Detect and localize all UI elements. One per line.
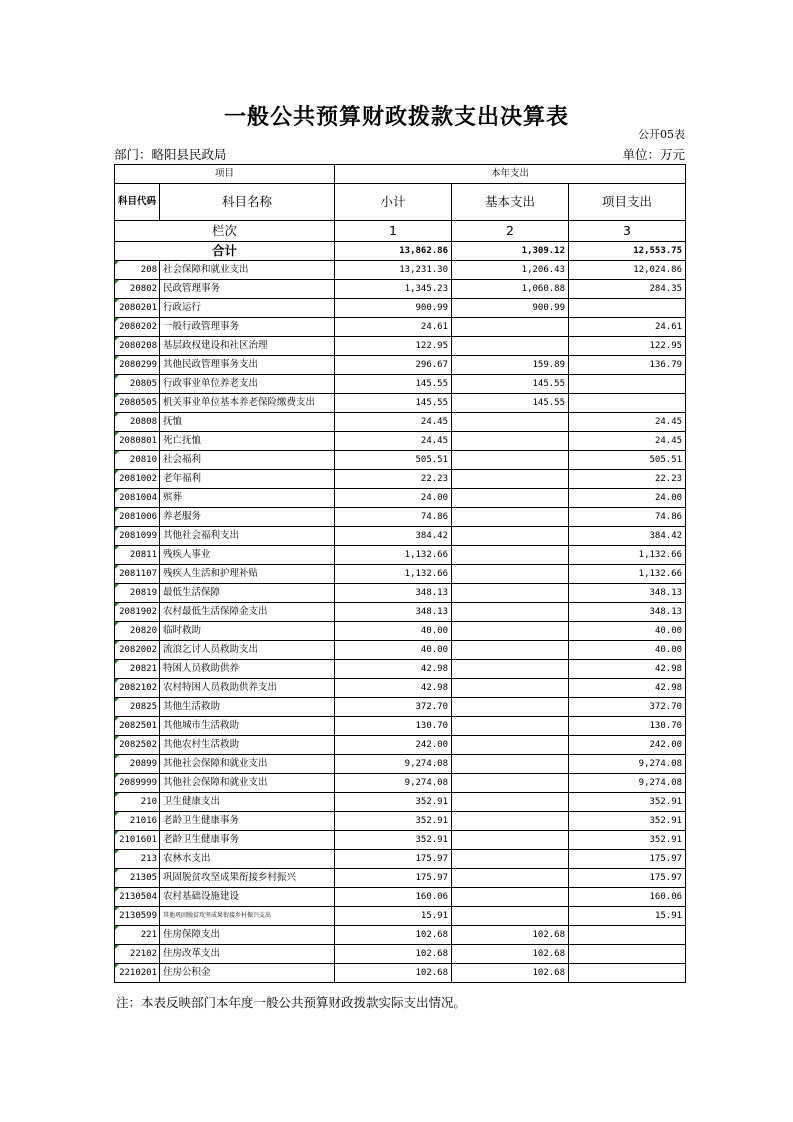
row-name: 其他农村生活救助 <box>160 736 335 755</box>
row-basic: 102.68 <box>452 926 569 945</box>
row-name: 行政事业单位养老支出 <box>160 375 335 394</box>
total-label: 合计 <box>115 242 335 261</box>
row-project: 284.35 <box>569 280 686 299</box>
row-code: 21016 <box>115 812 160 831</box>
row-project: 175.97 <box>569 850 686 869</box>
row-project: 24.45 <box>569 432 686 451</box>
header-subtotal: 小计 <box>335 184 452 221</box>
header-basic: 基本支出 <box>452 184 569 221</box>
row-code: 20810 <box>115 451 160 470</box>
row-code: 2130599 <box>115 907 160 926</box>
row-subtotal: 24.45 <box>335 413 452 432</box>
row-project: 9,274.08 <box>569 774 686 793</box>
row-basic <box>452 432 569 451</box>
row-code: 20808 <box>115 413 160 432</box>
header-col1: 1 <box>335 221 452 242</box>
table-row <box>115 755 686 774</box>
row-code: 20825 <box>115 698 160 717</box>
table-row <box>115 337 686 356</box>
row-name: 农村基础设施建设 <box>160 888 335 907</box>
row-subtotal: 22.23 <box>335 470 452 489</box>
total-row <box>115 242 686 261</box>
row-code: 20811 <box>115 546 160 565</box>
table-row <box>115 261 686 280</box>
header-row-2 <box>115 184 686 221</box>
table-row <box>115 394 686 413</box>
row-subtotal: 9,274.08 <box>335 774 452 793</box>
row-project: 505.51 <box>569 451 686 470</box>
row-name: 卫生健康支出 <box>160 793 335 812</box>
row-name: 其他社会保障和就业支出 <box>160 755 335 774</box>
row-basic <box>452 660 569 679</box>
row-basic <box>452 850 569 869</box>
row-code: 208 <box>115 261 160 280</box>
table-row <box>115 698 686 717</box>
table-row <box>115 641 686 660</box>
row-basic <box>452 698 569 717</box>
row-basic <box>452 413 569 432</box>
row-name: 其他社会福利支出 <box>160 527 335 546</box>
form-number: 公开05表 <box>638 128 685 141</box>
table-row <box>115 375 686 394</box>
department-label: 部门：略阳县民政局 <box>114 147 227 162</box>
row-subtotal: 296.67 <box>335 356 452 375</box>
row-name: 抚恤 <box>160 413 335 432</box>
table-row <box>115 603 686 622</box>
table-row <box>115 888 686 907</box>
row-name: 老龄卫生健康事务 <box>160 831 335 850</box>
row-name: 住房公积金 <box>160 964 335 983</box>
header-subject-name: 科目名称 <box>160 184 335 221</box>
row-name: 其他生活救助 <box>160 698 335 717</box>
table-row <box>115 660 686 679</box>
total-basic: 1,309.12 <box>452 242 569 261</box>
table-row <box>115 413 686 432</box>
row-code: 2080208 <box>115 337 160 356</box>
row-subtotal: 1,345.23 <box>335 280 452 299</box>
row-basic: 145.55 <box>452 394 569 413</box>
table-row <box>115 527 686 546</box>
row-code: 20899 <box>115 755 160 774</box>
row-name: 临时救助 <box>160 622 335 641</box>
row-project: 22.23 <box>569 470 686 489</box>
row-project: 136.79 <box>569 356 686 375</box>
row-basic: 102.68 <box>452 945 569 964</box>
row-basic <box>452 527 569 546</box>
table-row <box>115 831 686 850</box>
row-subtotal: 145.55 <box>335 394 452 413</box>
row-basic <box>452 888 569 907</box>
row-subtotal: 1,132.66 <box>335 546 452 565</box>
table-row <box>115 280 686 299</box>
row-project: 122.95 <box>569 337 686 356</box>
row-name: 老年福利 <box>160 470 335 489</box>
row-name: 残疾人事业 <box>160 546 335 565</box>
table-row <box>115 774 686 793</box>
row-code: 2089999 <box>115 774 160 793</box>
row-project: 42.98 <box>569 679 686 698</box>
table-row <box>115 299 686 318</box>
row-name: 民政管理事务 <box>160 280 335 299</box>
row-basic: 900.99 <box>452 299 569 318</box>
row-code: 20802 <box>115 280 160 299</box>
total-project: 12,553.75 <box>569 242 686 261</box>
row-code: 2080505 <box>115 394 160 413</box>
row-basic: 145.55 <box>452 375 569 394</box>
row-name: 机关事业单位基本养老保险缴费支出 <box>160 394 335 413</box>
row-code: 2082102 <box>115 679 160 698</box>
table-row <box>115 622 686 641</box>
row-code: 2080202 <box>115 318 160 337</box>
row-basic <box>452 565 569 584</box>
row-subtotal: 24.61 <box>335 318 452 337</box>
row-subtotal: 42.98 <box>335 679 452 698</box>
row-subtotal: 1,132.66 <box>335 565 452 584</box>
table-row <box>115 850 686 869</box>
row-project: 9,274.08 <box>569 755 686 774</box>
row-subtotal: 348.13 <box>335 603 452 622</box>
row-name: 其他巩固脱贫攻坚成果衔接乡村振兴支出 <box>160 907 335 926</box>
row-basic <box>452 869 569 888</box>
row-basic <box>452 907 569 926</box>
row-basic: 1,206.43 <box>452 261 569 280</box>
table-row <box>115 926 686 945</box>
row-code: 2080299 <box>115 356 160 375</box>
row-name: 其他民政管理事务支出 <box>160 356 335 375</box>
row-subtotal: 15.91 <box>335 907 452 926</box>
row-basic <box>452 717 569 736</box>
row-project: 1,132.66 <box>569 565 686 584</box>
row-name: 最低生活保障 <box>160 584 335 603</box>
row-subtotal: 42.98 <box>335 660 452 679</box>
row-project: 15.91 <box>569 907 686 926</box>
row-subtotal: 175.97 <box>335 850 452 869</box>
row-name: 其他城市生活救助 <box>160 717 335 736</box>
row-basic <box>452 641 569 660</box>
row-project: 242.00 <box>569 736 686 755</box>
row-code: 2081004 <box>115 489 160 508</box>
header-col2: 2 <box>452 221 569 242</box>
row-code: 210 <box>115 793 160 812</box>
row-basic <box>452 622 569 641</box>
row-code: 2082501 <box>115 717 160 736</box>
row-name: 农村最低生活保障金支出 <box>160 603 335 622</box>
header-col3: 3 <box>569 221 686 242</box>
table-row <box>115 793 686 812</box>
row-code: 2080801 <box>115 432 160 451</box>
row-name: 死亡抚恤 <box>160 432 335 451</box>
table-row <box>115 356 686 375</box>
row-subtotal: 160.06 <box>335 888 452 907</box>
row-project: 352.91 <box>569 793 686 812</box>
row-project: 348.13 <box>569 603 686 622</box>
row-project: 42.98 <box>569 660 686 679</box>
expenditure-table <box>114 164 686 983</box>
table-row <box>115 907 686 926</box>
row-subtotal: 352.91 <box>335 793 452 812</box>
row-basic <box>452 451 569 470</box>
row-project: 384.42 <box>569 527 686 546</box>
row-code: 2130504 <box>115 888 160 907</box>
row-basic <box>452 831 569 850</box>
row-subtotal: 242.00 <box>335 736 452 755</box>
row-name: 残疾人生活和护理补贴 <box>160 565 335 584</box>
table-row <box>115 489 686 508</box>
row-subtotal: 352.91 <box>335 831 452 850</box>
row-project: 1,132.66 <box>569 546 686 565</box>
row-code: 20819 <box>115 584 160 603</box>
row-basic <box>452 318 569 337</box>
row-subtotal: 384.42 <box>335 527 452 546</box>
row-subtotal: 372.70 <box>335 698 452 717</box>
row-project <box>569 926 686 945</box>
table-row <box>115 508 686 527</box>
row-basic <box>452 584 569 603</box>
row-name: 农林水支出 <box>160 850 335 869</box>
table-row <box>115 717 686 736</box>
row-project: 160.06 <box>569 888 686 907</box>
row-basic <box>452 546 569 565</box>
table-row <box>115 432 686 451</box>
row-project: 352.91 <box>569 831 686 850</box>
row-name: 流浪乞讨人员救助支出 <box>160 641 335 660</box>
row-code: 213 <box>115 850 160 869</box>
row-subtotal: 122.95 <box>335 337 452 356</box>
row-project <box>569 299 686 318</box>
row-code: 2210201 <box>115 964 160 983</box>
header-subject-code: 科目代码 <box>115 184 160 221</box>
table-row <box>115 546 686 565</box>
row-subtotal: 40.00 <box>335 622 452 641</box>
header-current-year: 本年支出 <box>335 165 686 184</box>
row-project: 175.97 <box>569 869 686 888</box>
row-code: 2081902 <box>115 603 160 622</box>
row-project: 24.45 <box>569 413 686 432</box>
row-subtotal: 24.00 <box>335 489 452 508</box>
unit-label: 单位：万元 <box>622 147 685 162</box>
row-code: 20820 <box>115 622 160 641</box>
row-code: 221 <box>115 926 160 945</box>
row-subtotal: 352.91 <box>335 812 452 831</box>
row-subtotal: 348.13 <box>335 584 452 603</box>
row-subtotal: 74.86 <box>335 508 452 527</box>
row-name: 殡葬 <box>160 489 335 508</box>
row-project: 130.70 <box>569 717 686 736</box>
row-subtotal: 505.51 <box>335 451 452 470</box>
row-subtotal: 102.68 <box>335 945 452 964</box>
row-project: 24.00 <box>569 489 686 508</box>
row-project <box>569 375 686 394</box>
row-basic <box>452 508 569 527</box>
row-name: 基层政权建设和社区治理 <box>160 337 335 356</box>
row-code: 2080201 <box>115 299 160 318</box>
footnote: 注：本表反映部门本年度一般公共预算财政拨款实际支出情况。 <box>116 995 467 1010</box>
table-row <box>115 565 686 584</box>
header-row-1 <box>115 165 686 184</box>
row-subtotal: 102.68 <box>335 926 452 945</box>
row-name: 一般行政管理事务 <box>160 318 335 337</box>
row-project <box>569 945 686 964</box>
row-project <box>569 964 686 983</box>
row-basic <box>452 337 569 356</box>
row-name: 住房保障支出 <box>160 926 335 945</box>
row-name: 养老服务 <box>160 508 335 527</box>
table-row <box>115 869 686 888</box>
row-basic: 159.89 <box>452 356 569 375</box>
row-name: 其他社会保障和就业支出 <box>160 774 335 793</box>
row-project: 74.86 <box>569 508 686 527</box>
row-code: 2081099 <box>115 527 160 546</box>
row-code: 22102 <box>115 945 160 964</box>
row-subtotal: 900.99 <box>335 299 452 318</box>
row-name: 社会福利 <box>160 451 335 470</box>
table-row <box>115 470 686 489</box>
row-name: 特困人员救助供养 <box>160 660 335 679</box>
table-row <box>115 945 686 964</box>
table-row <box>115 584 686 603</box>
row-subtotal: 13,231.30 <box>335 261 452 280</box>
row-subtotal: 145.55 <box>335 375 452 394</box>
row-name: 老龄卫生健康事务 <box>160 812 335 831</box>
row-project: 348.13 <box>569 584 686 603</box>
row-name: 行政运行 <box>160 299 335 318</box>
row-project: 40.00 <box>569 622 686 641</box>
row-project <box>569 394 686 413</box>
row-project: 24.61 <box>569 318 686 337</box>
row-code: 2081002 <box>115 470 160 489</box>
table-row <box>115 318 686 337</box>
row-basic: 102.68 <box>452 964 569 983</box>
page-title: 一般公共预算财政拨款支出决算表 <box>223 105 569 130</box>
row-subtotal: 102.68 <box>335 964 452 983</box>
row-basic <box>452 679 569 698</box>
header-item: 项目 <box>115 165 335 184</box>
row-basic: 1,060.88 <box>452 280 569 299</box>
header-row-no: 栏次 <box>115 221 335 242</box>
row-name: 社会保障和就业支出 <box>160 261 335 280</box>
table-row <box>115 451 686 470</box>
row-subtotal: 40.00 <box>335 641 452 660</box>
row-project: 40.00 <box>569 641 686 660</box>
row-code: 2082502 <box>115 736 160 755</box>
row-basic <box>452 470 569 489</box>
row-code: 20821 <box>115 660 160 679</box>
total-subtotal: 13,862.86 <box>335 242 452 261</box>
row-subtotal: 9,274.08 <box>335 755 452 774</box>
row-basic <box>452 736 569 755</box>
row-subtotal: 24.45 <box>335 432 452 451</box>
row-code: 2081107 <box>115 565 160 584</box>
row-code: 20805 <box>115 375 160 394</box>
row-basic <box>452 603 569 622</box>
row-basic <box>452 793 569 812</box>
table-row <box>115 679 686 698</box>
row-name: 住房改革支出 <box>160 945 335 964</box>
row-project: 372.70 <box>569 698 686 717</box>
row-subtotal: 175.97 <box>335 869 452 888</box>
row-basic <box>452 812 569 831</box>
table-row <box>115 964 686 983</box>
row-basic <box>452 755 569 774</box>
row-project: 352.91 <box>569 812 686 831</box>
row-code: 2101601 <box>115 831 160 850</box>
table-row <box>115 812 686 831</box>
table-row <box>115 736 686 755</box>
header-row-3 <box>115 221 686 242</box>
row-code: 21305 <box>115 869 160 888</box>
row-basic <box>452 774 569 793</box>
row-code: 2081006 <box>115 508 160 527</box>
row-basic <box>452 489 569 508</box>
row-project: 12,024.86 <box>569 261 686 280</box>
row-name: 巩固脱贫攻坚成果衔接乡村振兴 <box>160 869 335 888</box>
row-subtotal: 130.70 <box>335 717 452 736</box>
row-code: 2082002 <box>115 641 160 660</box>
header-project: 项目支出 <box>569 184 686 221</box>
row-name: 农村特困人员救助供养支出 <box>160 679 335 698</box>
